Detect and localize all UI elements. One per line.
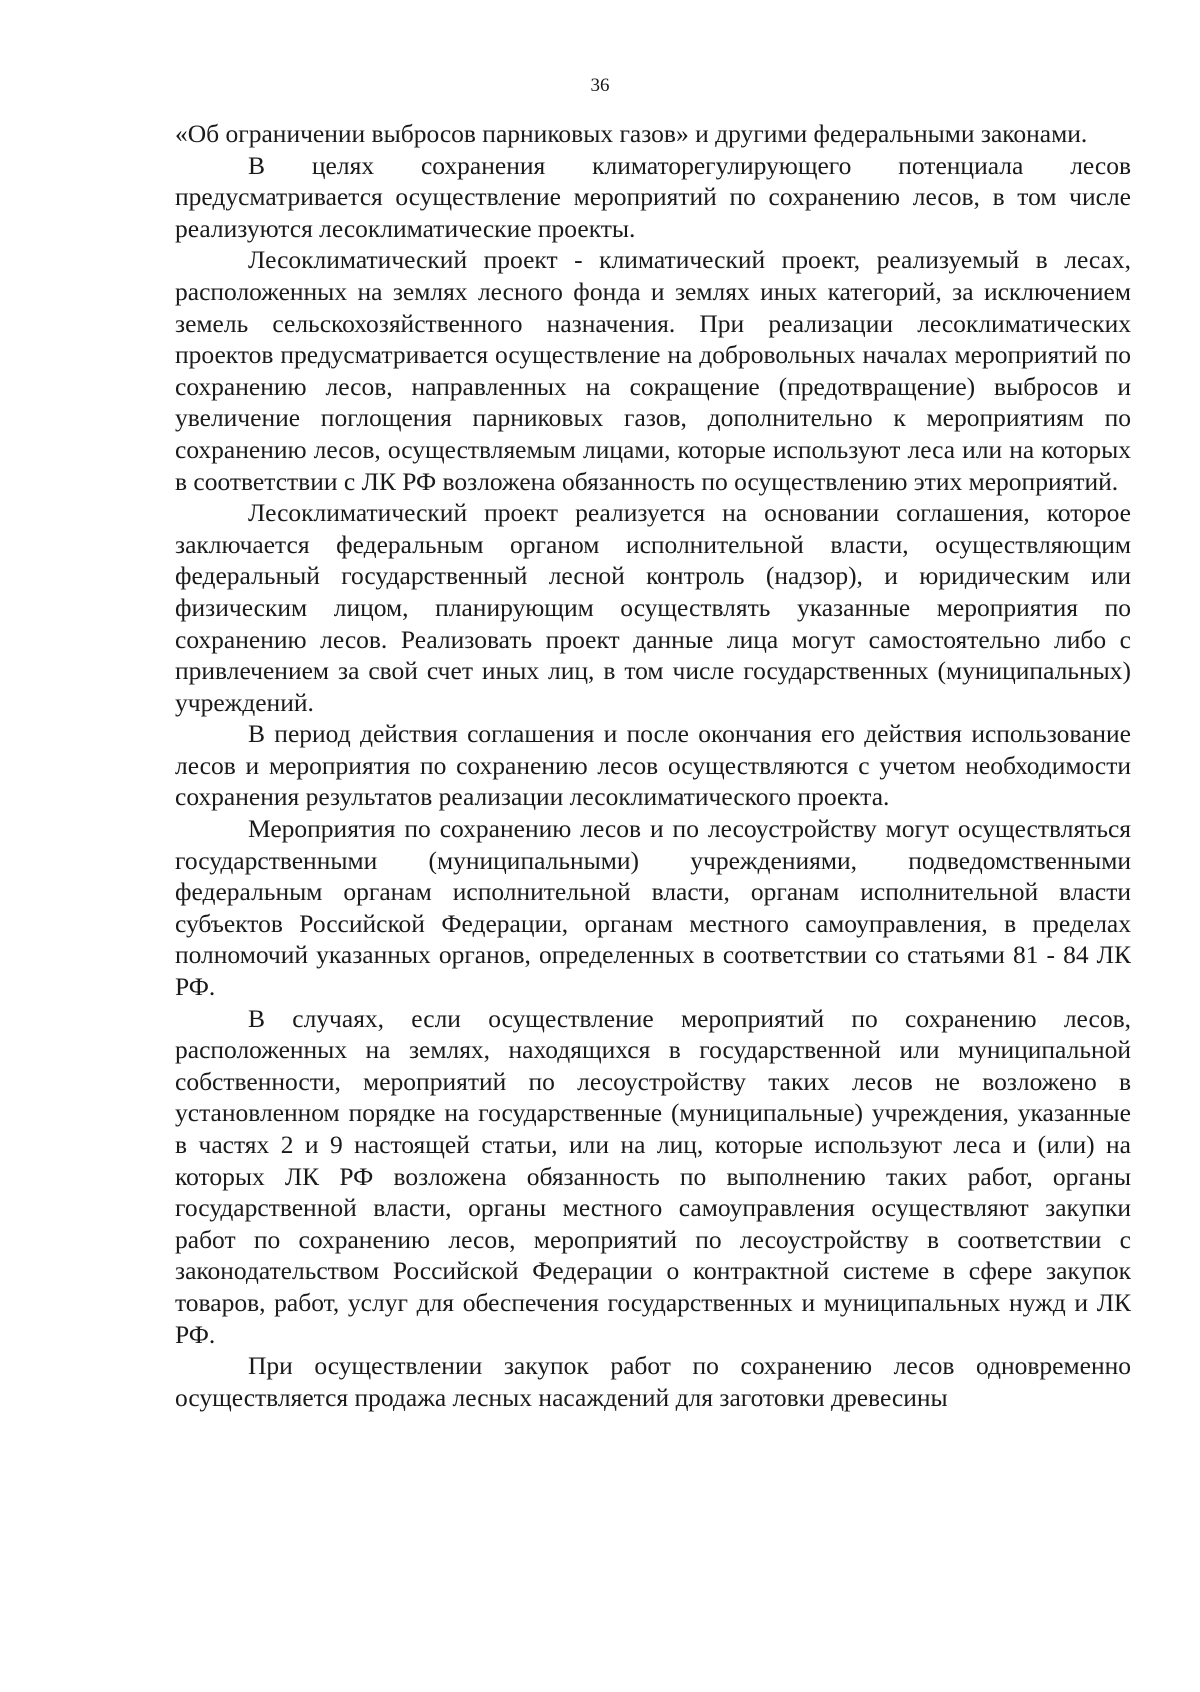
document-body xyxy=(175,118,1131,1413)
paragraph-3: Лесоклиматический проект - климатический проект, реализуемый в лесах, расположенных на землях лесного фонда и землях иных категорий, за исключением земель сельскохозяйственного назначения. При реализации лесоклиматических проектов предусматривается осуществление на добровольных началах мероприятий по сохранению лесов, направленных на сокращение (предотвращение) выбросов и увеличение поглощения парниковых газов, дополнительно к мероприятиям по сохранению лесов, осуществляемым лицами, которые используют леса или на которых в соответствии с ЛК РФ возложена обязанность по осуществлению этих мероприятий. xyxy=(175,245,1131,496)
paragraph-6: Мероприятия по сохранению лесов и по лесоустройству могут осуществляться государственными (муниципальными) учреждениями, подведомственными федеральным органам исполнительной власти, органам исполнительной власти субъектов Российской Федерации, органам местного самоуправления, в пределах полномочий указанных органов, определенных в соответствии со статьями 81 - 84 ЛК РФ. xyxy=(175,814,1131,1002)
paragraph-1: «Об ограничении выбросов парниковых газов» и другими федеральными законами. xyxy=(175,119,1088,148)
paragraph-4: Лесоклиматический проект реализуется на основании соглашения, которое заключается федеральным органом исполнительной власти, осуществляющим федеральный государственный лесной контроль (надзор), и юридическим или физическим лицом, планирующим осуществлять указанные мероприятия по сохранению лесов. Реализовать проект данные лица могут самостоятельно либо с привлечением за свой счет иных лиц, в том числе государственных (муниципальных) учреждений. xyxy=(175,498,1131,717)
paragraph-8: При осуществлении закупок работ по сохранению лесов одновременно осуществляется продажа лесных насаждений для заготовки древесины xyxy=(175,1351,1131,1412)
paragraph-2: В целях сохранения климаторегулирующего потенциала лесов предусматривается осуществление мероприятий по сохранению лесов, в том числе реализуются лесоклиматические проекты. xyxy=(175,150,1131,243)
paragraph-5: В период действия соглашения и после окончания его действия использование лесов и мероприятия по сохранению лесов осуществляются с учетом необходимости сохранения результатов реализации лесоклиматического проекта. xyxy=(175,719,1131,812)
page-number: 36 xyxy=(590,75,610,96)
paragraph-7: В случаях, если осуществление мероприятий по сохранению лесов, расположенных на землях, находящихся в государственной или муниципальной собственности, мероприятий по лесоустройству таких лесов не возложено в установленном порядке на государственные (муниципальные) учреждения, указанные в частях 2 и 9 настоящей статьи, или на лиц, которые используют леса и (или) на которых ЛК РФ возложена обязанность по выполнению таких работ, органы государственной власти, органы местного самоуправления осуществляют закупки работ по сохранению лесов, мероприятий по лесоустройству в соответствии с законодательством Российской Федерации о контрактной системе в сфере закупок товаров, работ, услуг для обеспечения государственных и муниципальных нужд и ЛК РФ. xyxy=(175,1003,1131,1349)
